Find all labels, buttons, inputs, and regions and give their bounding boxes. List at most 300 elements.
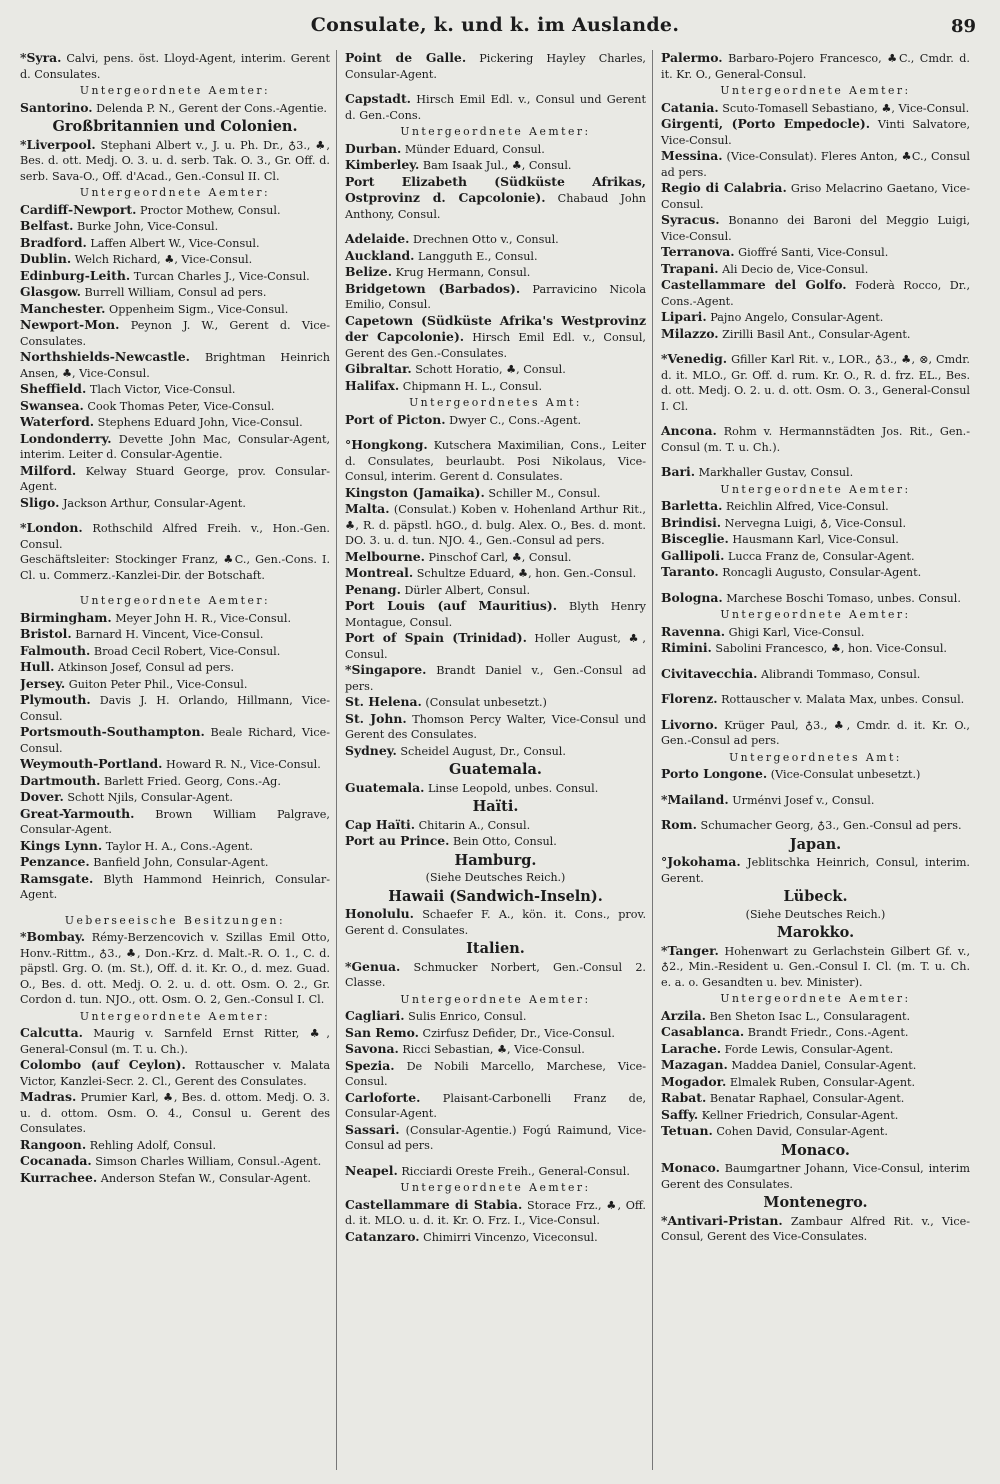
entry-location: Lipari.: [661, 309, 707, 324]
entry-text: Linse Leopold, unbes. Consul.: [424, 781, 599, 795]
section-heading: Großbritannien und Colonien.: [52, 118, 298, 135]
cross-reference-note: (Siehe Deutsches Reich.): [745, 907, 886, 921]
entry-text: Nervegna Luigi, ♁, Vice-Consul.: [721, 516, 907, 530]
entry-text: Hohenwart zu Gerlachstein Gilbert Gf. v., ♁2., Min.-Resident u. Gen.-Consul I. Cl. (m. T. u. Ch. e. a. o. Gesandten u. bev. Minister).: [661, 944, 970, 989]
entry-location: Sassari.: [345, 1121, 400, 1137]
directory-entry: [661, 1123, 970, 1140]
subheading-aemter: Untergeordnete Aemter:: [79, 594, 271, 607]
directory-entry: [345, 549, 646, 566]
spacer: [661, 783, 970, 792]
entry-location: Londonderry.: [20, 430, 112, 446]
entry-text: Hirsch Emil Edl. v., Consul, Gerent des Gen.-Consulates.: [345, 331, 646, 360]
entry-text: (Consulat unbesetzt.): [421, 696, 547, 709]
entry-location: Penzance.: [20, 854, 90, 869]
entry-text: Prumier Karl, ♣, Bes. d. ottom. Medj. O. 3. u. d. ottom. Osm. O. 4., Consul u. Gerent des Consulates.: [20, 1091, 330, 1135]
spacer: [661, 657, 970, 666]
directory-entry: [661, 244, 970, 261]
directory-entry: [20, 692, 330, 724]
directory-entry: [20, 414, 330, 431]
entry-location: Melbourne.: [345, 548, 425, 564]
entry-text: Proctor Mothew, Consul.: [136, 203, 281, 217]
entry-location: Port of Picton.: [345, 411, 446, 427]
directory-entry: [20, 268, 330, 285]
entry-text: Krug Hermann, Consul.: [392, 266, 531, 279]
directory-entry: [661, 212, 970, 244]
subheading-aemter: Untergeordnete Aemter:: [400, 1181, 591, 1194]
entry-location: Tetuan.: [661, 1123, 713, 1138]
subheading-aemter: Ueberseeische Besitzungen:: [64, 913, 286, 927]
directory-entry: [345, 1122, 646, 1154]
entry-text: Calvi, pens. öst. Lloyd-Agent, interim. Gerent d. Consulates.: [20, 52, 330, 81]
entry-text: Blyth Henry Montague, Consul.: [345, 600, 647, 629]
spacer: [661, 682, 970, 691]
entry-text: Ali Decio de, Vice-Consul.: [718, 262, 869, 276]
entry-location: *London.: [20, 520, 83, 535]
entry-text: Czirfusz Defider, Dr., Vice-Consul.: [418, 1026, 615, 1040]
directory-entry: [661, 766, 970, 783]
entry-location: Castellammare di Stabia.: [345, 1196, 523, 1212]
entry-text: Sabolini Francesco, ♣, hon. Vice-Consul.: [711, 642, 947, 655]
directory-entry: [20, 218, 330, 235]
directory-entry: [20, 1170, 330, 1187]
directory-entry: [661, 854, 970, 886]
directory-entry: [345, 361, 646, 378]
entry-text: Elmalek Ruben, Consular-Agent.: [726, 1075, 916, 1089]
section-heading: Marokko.: [776, 924, 855, 941]
directory-entry: [345, 378, 646, 395]
directory-entry: [345, 231, 646, 248]
entry-location: Bisceglie.: [661, 531, 729, 546]
directory-entry: [20, 643, 330, 660]
directory-entry: [20, 1137, 330, 1154]
entry-text: Delenda P. N., Gerent der Cons.-Agentie.: [92, 101, 327, 115]
directory-entry: [661, 590, 970, 607]
entry-text: Stephens Eduard John, Vice-Consul.: [94, 416, 303, 429]
section-heading: Lübeck.: [783, 888, 848, 905]
directory-entry: [661, 1107, 970, 1124]
directory-entry: [661, 351, 970, 414]
entry-location: Birmingham.: [20, 609, 112, 625]
entry-text: Schiller M., Consul.: [484, 486, 601, 500]
directory-entry: [345, 281, 646, 313]
entry-text: Beale Richard, Vice-Consul.: [20, 726, 330, 755]
entry-text: Maurig v. Sarnfeld Ernst Ritter, ♣, General-Consul (m. T. u. Ch.).: [20, 1027, 330, 1056]
entry-location: Montreal.: [345, 565, 414, 580]
entry-text: Jeblitschka Heinrich, Consul, interim. Gerent.: [661, 856, 970, 885]
directory-entry: [20, 789, 330, 806]
directory-entry: [20, 381, 330, 398]
entry-text: Drechnen Otto v., Consul.: [409, 233, 559, 246]
directory-entry: [20, 929, 330, 1008]
entry-text: Pajno Angelo, Consular-Agent.: [706, 311, 884, 324]
section-heading: Monaco.: [781, 1141, 850, 1159]
directory-entry: [661, 691, 970, 708]
entry-location: Savona.: [345, 1041, 399, 1056]
directory-entry: [20, 773, 330, 790]
entry-location: Mazagan.: [661, 1057, 728, 1072]
spacer: [20, 583, 330, 592]
directory-entry: [661, 1041, 970, 1058]
directory-entry: [345, 141, 646, 158]
directory-entry: [345, 662, 646, 694]
directory-entry: [20, 137, 330, 185]
entry-text: Gioffré Santi, Vice-Consul.: [734, 246, 889, 259]
entry-location: Kings Lynn.: [20, 837, 103, 853]
entry-text: (Consular-Agentie.) Fogú Raimund, Vice-Consul ad pers.: [345, 1123, 646, 1152]
entry-location: Ancona.: [661, 423, 717, 438]
section-heading: Haïti.: [472, 798, 519, 815]
directory-entry: [20, 100, 330, 117]
directory-entry: [345, 598, 646, 630]
entry-text: Markhaller Gustav, Consul.: [695, 466, 854, 479]
entry-text: Bam Isaak Jul., ♣, Consul.: [419, 159, 572, 172]
entry-location: Gibraltar.: [345, 361, 412, 376]
entry-text: Forde Lewis, Consular-Agent.: [721, 1042, 894, 1056]
entry-location: Santorino.: [20, 99, 93, 115]
subheading-aemter: Untergeordnete Aemter:: [79, 1009, 271, 1023]
column-left: [20, 50, 336, 1470]
entry-location: Weymouth-Portland.: [20, 756, 163, 771]
entry-location: Cagliari.: [345, 1008, 405, 1023]
directory-entry: [345, 412, 646, 429]
entry-text: Thomson Percy Walter, Vice-Consul und Gerent des Consulates.: [345, 712, 646, 741]
entry-text: Chimirri Vincenzo, Viceconsul.: [419, 1230, 598, 1244]
entry-location: Kurrachee.: [20, 1169, 98, 1185]
directory-entry: [345, 565, 646, 582]
directory-entry: [20, 251, 330, 268]
directory-entry: [345, 1197, 646, 1229]
entry-text: Blyth Hammond Heinrich, Consular-Agent.: [20, 872, 330, 901]
directory-entry: [20, 1057, 330, 1089]
entry-location: Port Elizabeth (Südküste Afrikas, Ostprovinz d. Capcolonie).: [345, 173, 646, 205]
entry-location: Regio di Calabria.: [661, 180, 787, 195]
entry-text: Kelway Stuard George, prov. Consular-Agent.: [20, 464, 330, 493]
directory-entry: [20, 495, 330, 512]
directory-entry: [661, 498, 970, 515]
entry-location: *Venedig.: [661, 351, 728, 366]
entry-location: Plymouth.: [20, 692, 91, 707]
subheading-aemter: Untergeordnetes Amt:: [409, 396, 582, 409]
directory-entry: [345, 1163, 646, 1180]
entry-text: Welch Richard, ♣, Vice-Consul.: [71, 253, 253, 266]
entry-location: Durban.: [345, 140, 402, 156]
directory-entry: [345, 1008, 646, 1025]
directory-entry: [20, 520, 330, 552]
entry-location: Rimini.: [661, 640, 712, 655]
entry-text: Banfield John, Consular-Agent.: [89, 856, 269, 869]
directory-entry: [345, 437, 646, 485]
entry-location: Spezia.: [345, 1057, 395, 1073]
directory-entry: [661, 548, 970, 565]
entry-location: Adelaide.: [345, 231, 410, 246]
entry-text: Zirilli Basil Ant., Consular-Agent.: [718, 327, 911, 341]
entry-text: Broad Cecil Robert, Vice-Consul.: [90, 644, 281, 658]
entry-location: Barletta.: [661, 498, 723, 513]
entry-text: Foderà Rocco, Dr., Cons.-Agent.: [661, 279, 970, 308]
entry-text: Sulis Enrico, Consul.: [404, 1010, 527, 1023]
spacer: [661, 414, 970, 423]
entry-text: Schumacher Georg, ♁3., Gen.-Consul ad pers.: [697, 819, 962, 832]
entry-text: Bonanno dei Baroni del Meggio Luigi, Vice-Consul.: [661, 214, 970, 243]
entry-location: Livorno.: [661, 716, 718, 732]
entry-text: Hausmann Karl, Vice-Consul.: [728, 533, 899, 546]
entry-text: Schaefer F. A., kön. it. Cons., prov. Gerent d. Consulates.: [345, 908, 646, 937]
subheading-aemter: Untergeordnete Aemter:: [79, 186, 271, 199]
directory-entry: [20, 202, 330, 219]
entry-location: Bologna.: [661, 589, 723, 605]
spacer: [661, 808, 970, 817]
entry-location: Swansea.: [20, 397, 84, 413]
entry-location: Belize.: [345, 264, 393, 279]
directory-entry: [661, 1160, 970, 1192]
subheading-aemter: Untergeordnete Aemter:: [400, 125, 591, 138]
cross-reference-note: (Siehe Deutsches Reich.): [425, 871, 566, 884]
directory-entry: [20, 1153, 330, 1170]
entry-location: Great-Yarmouth.: [20, 805, 135, 821]
entry-location: *Singapore.: [345, 662, 427, 677]
spacer: [20, 903, 330, 912]
directory-entry: [20, 806, 330, 838]
entry-text: Zambaur Alfred Rit. v., Vice-Consul, Gerent des Vice-Consulates.: [661, 1214, 970, 1243]
entry-location: Taranto.: [661, 564, 719, 579]
directory-entry: [345, 1090, 646, 1122]
directory-entry: [661, 261, 970, 278]
entry-location: Casablanca.: [661, 1024, 745, 1039]
entry-location: Catanzaro.: [345, 1228, 420, 1244]
entry-text: Rehling Adolf, Consul.: [86, 1138, 217, 1152]
entry-text: De Nobili Marcello, Marchese, Vice-Consul.: [345, 1059, 646, 1088]
entry-location: Malta.: [345, 501, 390, 516]
entry-text: Vinti Salvatore, Vice-Consul.: [661, 118, 970, 147]
directory-entry: [345, 906, 646, 938]
directory-entry: [661, 1024, 970, 1041]
entry-location: *Antivari-Pristan.: [661, 1212, 783, 1228]
directory-entry: [661, 624, 970, 641]
directory-entry: [345, 780, 646, 797]
entry-text: Cohen David, Consular-Agent.: [712, 1125, 888, 1138]
directory-entry: [20, 431, 330, 463]
entry-text: Scuto-Tomasell Sebastiano, ♣, Vice-Consul.: [718, 101, 970, 115]
entry-location: Rangoon.: [20, 1136, 87, 1152]
directory-entry: [661, 666, 970, 683]
directory-entry: [661, 1090, 970, 1107]
entry-text: Burrell William, Consul ad pers.: [80, 286, 267, 299]
subheading-aemter: Untergeordnete Aemter:: [79, 84, 271, 97]
entry-text: Rottauscher v. Malata Max, unbes. Consul.: [717, 693, 965, 706]
entry-text: Schott Horatio, ♣, Consul.: [411, 363, 566, 376]
directory-entry: [20, 756, 330, 773]
spacer: [345, 222, 646, 231]
entry-location: Larache.: [661, 1040, 722, 1056]
page-header: [20, 14, 976, 50]
entry-location: Palermo.: [661, 50, 723, 65]
entry-text: Rothschild Alfred Freih. v., Hon.-Gen. Consul.: [20, 522, 330, 551]
entry-text: Urménvi Josef v., Consul.: [728, 793, 875, 807]
directory-entry: [661, 817, 970, 834]
entry-text: Simson Charles William, Consul.-Agent.: [91, 1155, 322, 1168]
entry-text: Schmucker Norbert, Gen.-Consul 2. Classe.: [345, 960, 646, 989]
directory-entry: [345, 1041, 646, 1058]
section-heading: Hawaii (Sandwich-Inseln).: [388, 887, 603, 905]
directory-entry: [345, 630, 646, 662]
directory-entry: [20, 659, 330, 676]
entry-location: Saffy.: [661, 1106, 699, 1122]
entry-text: Turcan Charles J., Vice-Consul.: [130, 269, 310, 283]
directory-entry: [661, 515, 970, 532]
entry-location: St. Helena.: [345, 694, 422, 709]
directory-entry: [661, 531, 970, 548]
entry-text: Parravicino Nicola Emilio, Consul.: [345, 282, 646, 311]
entry-text: Laffen Albert W., Vice-Consul.: [86, 236, 260, 250]
directory-entry: [345, 833, 646, 850]
entry-text: Gfiller Karl Rit. v., LOR., ♁3., ♣, ⊗, Cmdr. d. it. MLO., Gr. Off. d. rum. Kr. O., R. d. frz. EL., Bes. d. ott. Medj. O. 2. u. d. ott. Osm. O. 3., General-Consul I. Cl.: [661, 353, 970, 413]
entry-location: Cocanada.: [20, 1153, 92, 1168]
entry-location: Catania.: [661, 99, 719, 115]
entry-location: Manchester.: [20, 300, 106, 316]
directory-entry: [345, 313, 646, 362]
entry-text: Barbaro-Pojero Francesco, ♣C., Cmdr. d. it. Kr. O., General-Consul.: [661, 52, 970, 81]
spacer: [345, 1154, 646, 1163]
entry-location: Sligo.: [20, 494, 60, 510]
entry-text: Benatar Raphael, Consular-Agent.: [706, 1092, 905, 1105]
directory-entry: [20, 463, 330, 495]
entry-location: St. John.: [345, 710, 407, 726]
entry-text: Barlett Fried. Georg, Cons.-Ag.: [100, 774, 281, 788]
section-heading: Guatemala.: [449, 761, 542, 778]
directory-entry: [345, 694, 646, 711]
directory-entry: [345, 50, 646, 82]
entry-text: Geschäftsleiter: Stockinger Franz, ♣C., Gen.-Cons. I. Cl. u. Commerz.-Kanzlei-Dir. der Botschaft.: [20, 553, 330, 582]
entry-location: Colombo (auf Ceylon).: [20, 1057, 186, 1072]
entry-location: Arzila.: [661, 1007, 706, 1023]
entry-location: Penang.: [345, 581, 401, 597]
entry-text: Oppenheim Sigm., Vice-Consul.: [105, 302, 289, 316]
entry-location: Dublin.: [20, 251, 72, 266]
entry-text: Anderson Stefan W., Consular-Agent.: [97, 1171, 311, 1185]
directory-entry: [345, 174, 646, 223]
spacer: [345, 82, 646, 91]
entry-text: Burke John, Vice-Consul.: [73, 220, 219, 233]
entry-text: Peynon J. W., Gerent d. Vice-Consulates.: [20, 319, 330, 348]
entry-location: Carloforte.: [345, 1089, 421, 1105]
directory-entry: [20, 724, 330, 756]
directory-entry: [661, 792, 970, 809]
entry-text: Taylor H. A., Cons.-Agent.: [102, 839, 253, 853]
entry-text: Scheidel August, Dr., Consul.: [396, 744, 566, 758]
entry-location: Kingston (Jamaika).: [345, 484, 485, 500]
directory-entry: [20, 349, 330, 381]
entry-location: Syracus.: [661, 212, 720, 227]
entry-text: Barnard H. Vincent, Vice-Consul.: [71, 628, 264, 641]
directory-entry: [661, 326, 970, 343]
entry-location: Ravenna.: [661, 623, 726, 639]
entry-text: Baumgartner Johann, Vice-Consul, interim Gerent des Consulates.: [661, 1162, 970, 1191]
entry-text: Schott Njils, Consular-Agent.: [63, 791, 233, 804]
directory-entry: [345, 817, 646, 834]
entry-location: Portsmouth-Southampton.: [20, 724, 205, 739]
page-title: Consulate, k. und k. im Auslande.: [310, 14, 680, 36]
directory-entry: [661, 640, 970, 657]
entry-text: Jackson Arthur, Consular-Agent.: [59, 496, 246, 510]
entry-location: Capstadt.: [345, 91, 411, 106]
entry-location: Milazzo.: [661, 325, 719, 341]
entry-location: *Tanger.: [661, 942, 719, 958]
entry-location: Girgenti, (Porto Empedocle).: [661, 116, 871, 131]
entry-text: Reichlin Alfred, Vice-Consul.: [722, 500, 889, 513]
directory-entry: [345, 743, 646, 760]
spacer: [661, 581, 970, 590]
subheading-aemter: Untergeordnete Aemter:: [720, 482, 911, 496]
entry-text: Pickering Hayley Charles, Consular-Agent.: [345, 52, 646, 81]
spacer: [661, 708, 970, 717]
spacer: [345, 428, 646, 437]
entry-text: Brightman Heinrich Ansen, ♣, Vice-Consul.: [20, 351, 330, 380]
directory-entry: [20, 1025, 330, 1057]
entry-text: Atkinson Josef, Consul ad pers.: [54, 661, 235, 674]
entry-text: Dürler Albert, Consul.: [400, 583, 531, 597]
subheading-aemter: Untergeordnetes Amt:: [729, 750, 902, 764]
entry-location: Milford.: [20, 462, 77, 478]
entry-location: Neapel.: [345, 1162, 398, 1178]
entry-text: Devette John Mac, Consular-Agent, interim. Leiter d. Consular-Agentie.: [20, 432, 330, 461]
directory-entry: [345, 91, 646, 123]
entry-location: Rom.: [661, 817, 697, 832]
entry-text: Langguth E., Consul.: [414, 249, 538, 263]
section-heading: Japan.: [789, 835, 842, 853]
entry-location: *Liverpool.: [20, 136, 96, 152]
directory-entry: [20, 854, 330, 871]
entry-text: Storace Frz., ♣, Off. d. it. MLO. u. d. it. Kr. O. Frz. I., Vice-Consul.: [345, 1198, 646, 1227]
directory-entry: [661, 1057, 970, 1074]
spacer: [661, 342, 970, 351]
directory-entry: [661, 943, 970, 991]
directory-entry: [20, 626, 330, 643]
entry-location: Edinburg-Leith.: [20, 267, 131, 283]
entry-location: Glasgow.: [20, 284, 81, 299]
entry-text: Kellner Friedrich, Consular-Agent.: [698, 1108, 899, 1122]
entry-text: Howard R. N., Vice-Consul.: [162, 758, 321, 771]
entry-location: Port Louis (auf Mauritius).: [345, 598, 558, 613]
entry-text: Davis J. H. Orlando, Hillmann, Vice-Consul.: [20, 694, 330, 723]
entry-location: Ramsgate.: [20, 870, 94, 886]
directory-entry: [661, 1213, 970, 1245]
entry-location: *Genua.: [345, 958, 401, 974]
entry-location: Halifax.: [345, 377, 400, 393]
entry-text: Chabaud John Anthony, Consul.: [345, 192, 646, 221]
directory-entry: [661, 50, 970, 82]
entry-location: *Bombay.: [20, 929, 86, 944]
directory-entry: [661, 1008, 970, 1025]
entry-location: Dartmouth.: [20, 772, 101, 788]
entry-location: Auckland.: [345, 247, 415, 263]
entry-text: Ricciardi Oreste Freih., General-Consul.: [397, 1164, 630, 1178]
directory-entry: [20, 284, 330, 301]
entry-location: San Remo.: [345, 1024, 419, 1040]
entry-text: Bein Otto, Consul.: [449, 835, 557, 848]
entry-location: Cardiff-Newport.: [20, 201, 137, 217]
directory-entry: [20, 552, 330, 583]
directory-entry: [345, 501, 646, 549]
entry-location: Newport-Mon.: [20, 317, 120, 332]
directory-entry: [345, 711, 646, 743]
directory-entry: [661, 180, 970, 212]
directory-entry: [20, 838, 330, 855]
directory-entry: [661, 423, 970, 455]
entry-location: Dover.: [20, 789, 64, 804]
entry-location: Hull.: [20, 659, 55, 674]
spacer: [661, 455, 970, 464]
entry-location: Sheffield.: [20, 381, 87, 396]
